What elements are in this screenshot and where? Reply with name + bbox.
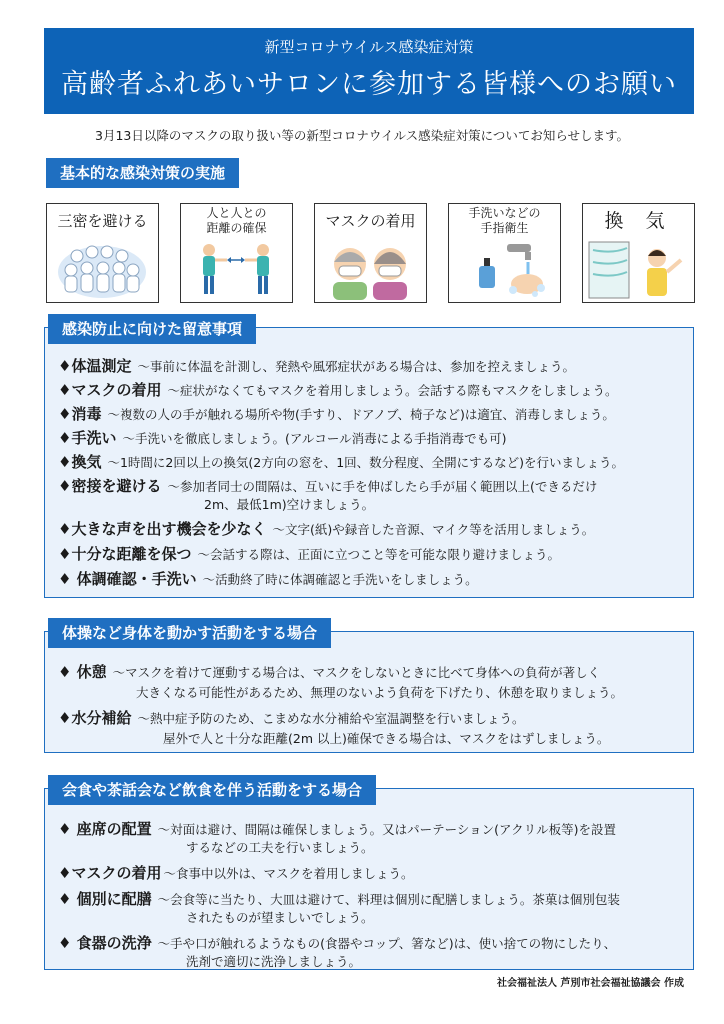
handwash-icon <box>449 238 559 300</box>
card-label-line2: 手指衛生 <box>480 221 529 235</box>
list-item <box>58 568 478 589</box>
section1-title: 基本的な感染対策の実施 <box>46 158 239 188</box>
item-desc-cont: するなどの工夫を行いましょう。 <box>186 840 374 855</box>
crowd-icon <box>47 238 157 300</box>
item-desc: ～1時間に2回以上の換気(2方向の窓を、1回、数分程度、全開にするなど)を行いましょう。 <box>107 455 625 470</box>
list-item <box>58 379 617 400</box>
item-key: ♦ 座席の配置 <box>58 820 152 838</box>
list-item <box>58 888 620 909</box>
item-desc: ～会食等に当たり、大皿は避けて、料理は個別に配膳しましょう。茶菓は個別包装 <box>157 892 620 907</box>
item-desc: ～事前に体温を計測し、発熱や風邪症状がある場合は、参加を控えましょう。 <box>137 359 575 374</box>
list-item <box>58 543 560 564</box>
notice-text: 3月13日以降のマスクの取り扱い等の新型コロナウイルス感染症対策についてお知らせします。 <box>95 128 629 143</box>
item-key: ♦ 食器の洗浄 <box>58 934 152 952</box>
card-label <box>181 204 292 238</box>
item-desc: ～複数の人の手が触れる場所や物(手すり、ドアノブ、椅子など)は適宜、消毒しましょう。 <box>107 407 615 422</box>
list-item <box>58 818 616 839</box>
card-avoid-3c <box>46 203 159 303</box>
item-desc: ～熱中症予防のため、こまめな水分補給や室温調整を行いましょう。 <box>137 711 525 726</box>
item-key: ♦ 体調確認・手洗い <box>58 570 197 588</box>
list-item <box>58 661 600 682</box>
item-desc-cont: 2m、最低1m)空けましょう。 <box>204 497 375 512</box>
item-desc: ～文字(紙)や録音した音源、マイク等を活用しましょう。 <box>272 522 595 537</box>
footer-credit: 社会福祉法人 芦別市社会福祉協議会 作成 <box>497 978 684 989</box>
list-item <box>58 451 624 472</box>
list-item <box>58 707 524 728</box>
item-desc-cont: 洗剤で適切に洗浄しましょう。 <box>186 954 362 969</box>
section3-title: 体操など身体を動かす活動をする場合 <box>48 618 331 648</box>
list-item <box>58 427 506 448</box>
item-desc: ～症状がなくてもマスクを着用しましょう。会話する際もマスクをしましょう。 <box>167 383 618 398</box>
item-key: ♦換気 <box>58 453 102 471</box>
item-desc: ～マスクを着けて運動する場合は、マスクをしないときに比べて身体への負荷が著しく <box>112 665 601 680</box>
item-desc-cont: 大きくなる可能性があるため、無理のないよう負荷を下げたり、休憩を取りましょう。 <box>136 685 624 700</box>
card-distance <box>180 203 293 303</box>
item-key: ♦水分補給 <box>58 709 132 727</box>
item-desc: ～食事中以外は、マスクを着用しましょう。 <box>163 866 414 881</box>
list-item <box>58 403 615 424</box>
item-desc: ～手や口が触れるようなもの(食器やコップ、箸など)は、使い捨ての物にしたり、 <box>157 936 617 951</box>
item-key: ♦マスクの着用 <box>58 864 162 882</box>
item-desc-cont: 屋外で人と十分な距離(2m 以上)確保できる場合は、マスクをはずしましょう。 <box>163 731 610 746</box>
item-desc: ～参加者同士の間隔は、互いに手を伸ばしたら手が届く範囲以上(できるだけ <box>167 479 598 494</box>
distance-icon <box>181 238 291 300</box>
item-key: ♦マスクの着用 <box>58 381 162 399</box>
item-desc: ～対面は避け、間隔は確保しましょう。又はパーテーション(アクリル板等)を設置 <box>157 822 617 837</box>
list-item <box>58 932 616 953</box>
item-desc: ～手洗いを徹底しましょう。(アルコール消毒による手指消毒でも可) <box>122 431 507 446</box>
item-desc: ～会話する際は、正面に立つこと等を可能な限り避けましょう。 <box>197 547 560 562</box>
card-label-line1: 人と人との <box>206 206 267 220</box>
item-key: ♦体温測定 <box>58 357 132 375</box>
section2-title: 感染防止に向けた留意事項 <box>48 314 256 344</box>
item-desc: ～活動終了時に体調確認と手洗いをしましょう。 <box>202 572 478 587</box>
list-item <box>58 518 594 539</box>
header-subtitle: 新型コロナウイルス感染症対策 <box>264 38 474 56</box>
card-label-line2: 距離の確保 <box>206 221 267 235</box>
list-item <box>58 355 575 376</box>
card-label <box>449 204 560 238</box>
mask-icon <box>315 238 425 300</box>
ventilation-icon <box>583 238 693 300</box>
card-ventilation <box>582 203 695 303</box>
card-label-line1: 手洗いなどの <box>468 206 541 220</box>
item-key: ♦密接を避ける <box>58 477 162 495</box>
card-mask <box>314 203 427 303</box>
card-label: 換 気 <box>604 209 673 232</box>
item-key: ♦手洗い <box>58 429 117 447</box>
list-item <box>58 475 597 496</box>
header-banner <box>44 28 694 114</box>
item-key: ♦十分な距離を保つ <box>58 545 192 563</box>
card-handwash <box>448 203 561 303</box>
item-key: ♦ 個別に配膳 <box>58 890 152 908</box>
list-item <box>58 862 413 883</box>
basic-measures-cards <box>46 203 694 303</box>
item-key: ♦消毒 <box>58 405 102 423</box>
header-title: 高齢者ふれあいサロンに参加する皆様へのお願い <box>61 69 677 100</box>
card-label: 三密を避ける <box>57 211 148 230</box>
item-key: ♦ 休憩 <box>58 663 107 681</box>
section4-title: 会食や茶話会など飲食を伴う活動をする場合 <box>48 775 376 805</box>
card-label: マスクの着用 <box>325 211 416 230</box>
item-key: ♦大きな声を出す機会を少なく <box>58 520 267 538</box>
item-desc-cont: されたものが望ましいでしょう。 <box>186 910 374 925</box>
